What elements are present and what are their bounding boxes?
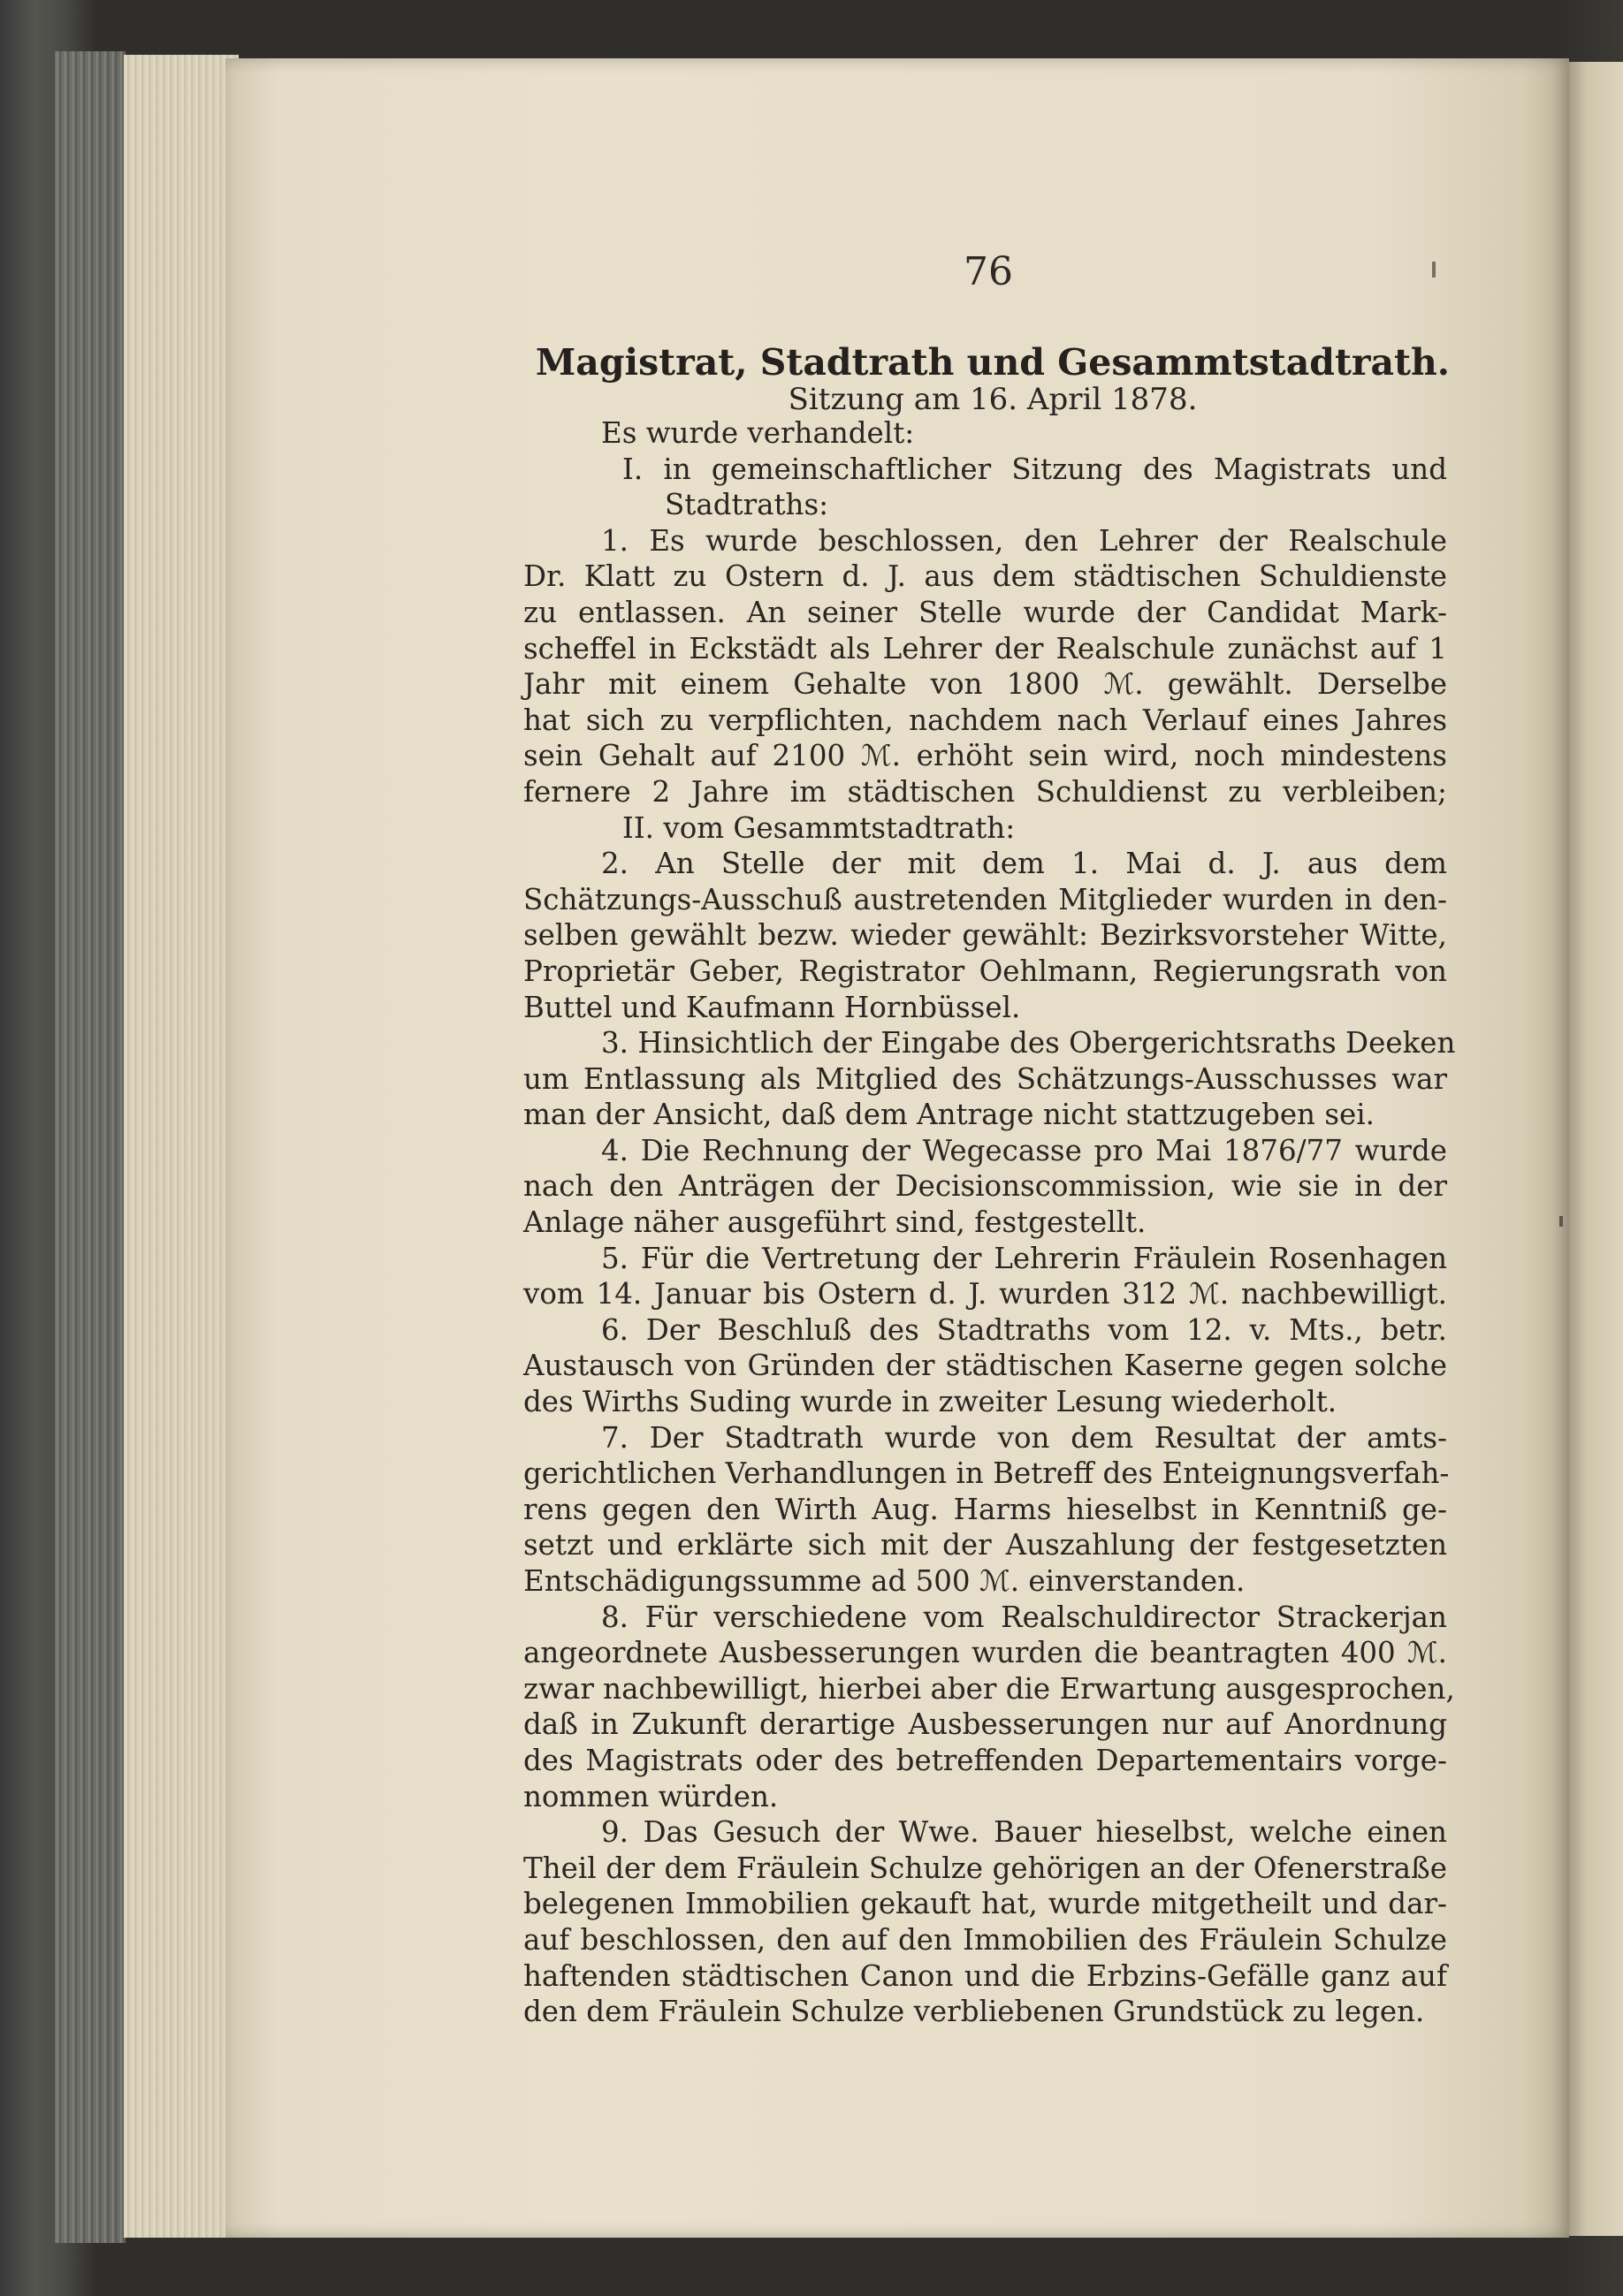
text-line: haftenden städtischen Canon und die Erbzins-Gefälle ganz auf (523, 1958, 1447, 1993)
document-body (523, 415, 1456, 2030)
text-line: sein Gehalt auf 2100 ℳ. erhöht sein wird, noch mindestens (523, 739, 1447, 773)
text-line: gerichtlichen Verhandlungen in Betreff des Enteignungsverfah- (523, 1456, 1450, 1491)
text-line: 2. An Stelle der mit dem 1. Mai d. J. aus dem (601, 847, 1447, 881)
text-line: zwar nachbewilligt, hierbei aber die Erwartung ausgesprochen, (523, 1671, 1455, 1706)
text-line: Stadtraths: (665, 488, 829, 522)
text-line: 5. Für die Vertretung der Lehrerin Fräulein Rosenhagen (601, 1241, 1447, 1275)
text-line: 4. Die Rechnung der Wegecasse pro Mai 1876/77 wurde (601, 1133, 1447, 1167)
text-line: des Magistrats oder des betreffenden Departementairs vorge- (523, 1743, 1447, 1777)
page-number: 76 (964, 249, 1013, 294)
text-line: belegenen Immobilien gekauft hat, wurde mitgetheilt und dar- (523, 1887, 1447, 1921)
facing-page-edge (1569, 62, 1623, 2236)
text-line: hat sich zu verpflichten, nachdem nach Verlauf eines Jahres (523, 703, 1447, 737)
text-line: den dem Fräulein Schulze verbliebenen Grundstück zu legen. (523, 1995, 1425, 2029)
section-title: Magistrat, Stadtrath und Gesammtstadtrath. (535, 341, 1451, 384)
text-line: 6. Der Beschluß des Stadtraths vom 12. v. Mts., betr. (601, 1312, 1447, 1347)
text-line: I. in gemeinschaftlicher Sitzung des Magistrats und (622, 452, 1447, 486)
text-line: man der Ansicht, daß dem Antrage nicht stattzugeben sei. (523, 1098, 1375, 1132)
text-line: Es wurde verhandelt: (601, 416, 915, 450)
text-line: scheffel in Eckstädt als Lehrer der Realschule zunächst auf 1 (523, 631, 1447, 665)
text-line: Schätzungs-Ausschuß austretenden Mitglieder wurden in den- (523, 882, 1447, 916)
text-line: um Entlassung als Mitglied des Schätzungs-Ausschusses war (523, 1061, 1447, 1096)
text-line: angeordnete Ausbesserungen wurden die beantragten 400 ℳ. (523, 1636, 1447, 1670)
session-date: Sitzung am 16. April 1878. (788, 382, 1198, 417)
book-cover-edge (55, 51, 126, 2243)
margin-mark-2 (1559, 1216, 1563, 1227)
text-line: 9. Das Gesuch der Wwe. Bauer hieselbst, welche einen (601, 1815, 1447, 1850)
text-line: Anlage näher ausgeführt sind, festgestellt. (523, 1205, 1147, 1240)
text-line: nach den Anträgen der Decisionscommission, wie sie in der (523, 1169, 1447, 1204)
margin-mark (1432, 262, 1436, 277)
text-line: II. vom Gesammtstadtrath: (622, 810, 1016, 845)
text-line: Buttel und Kaufmann Hornbüssel. (523, 990, 1021, 1024)
text-line: 7. Der Stadtrath wurde von dem Resultat der amts- (601, 1420, 1447, 1455)
text-line: rens gegen den Wirth Aug. Harms hieselbst in Kenntniß ge- (523, 1492, 1447, 1526)
text-line: Theil der dem Fräulein Schulze gehörigen an der Ofenerstraße (523, 1851, 1447, 1885)
text-line: Proprietär Geber, Registrator Oehlmann, Regierungsrath von (523, 954, 1447, 988)
text-line: Dr. Klatt zu Ostern d. J. aus dem städtischen Schuldienste (523, 559, 1447, 594)
text-line: setzt und erklärte sich mit der Auszahlung der festgesetzten (523, 1528, 1447, 1562)
text-line: 3. Hinsichtlich der Eingabe des Obergerichtsraths Deeken (601, 1026, 1456, 1061)
page-stack-edges (124, 55, 239, 2238)
text-line: 1. Es wurde beschlossen, den Lehrer der Realschule (601, 523, 1447, 558)
text-line: daß in Zukunft derartige Ausbesserungen nur auf Anordnung (523, 1707, 1447, 1742)
text-line: selben gewählt bezw. wieder gewählt: Bezirksvorsteher Witte, (523, 918, 1447, 953)
text-line: Austausch von Gründen der städtischen Kaserne gegen solche (523, 1349, 1447, 1383)
text-line: Jahr mit einem Gehalte von 1800 ℳ. gewählt. Derselbe (523, 667, 1447, 702)
text-line: vom 14. Januar bis Ostern d. J. wurden 312 ℳ. nachbewilligt. (523, 1277, 1447, 1311)
text-line: Entschädigungssumme ad 500 ℳ. einverstanden. (523, 1564, 1246, 1598)
text-line: zu entlassen. An seiner Stelle wurde der Candidat Mark- (523, 595, 1447, 629)
text-line: auf beschlossen, den auf den Immobilien des Fräulein Schulze (523, 1922, 1447, 1957)
text-line: nommen würden. (523, 1779, 779, 1813)
text-line: des Wirths Suding wurde in zweiter Lesung wiederholt. (523, 1385, 1337, 1419)
text-line: fernere 2 Jahre im städtischen Schuldienst zu verbleiben; (523, 774, 1447, 809)
text-line: 8. Für verschiedene vom Realschuldirector Strackerjan (601, 1600, 1447, 1634)
